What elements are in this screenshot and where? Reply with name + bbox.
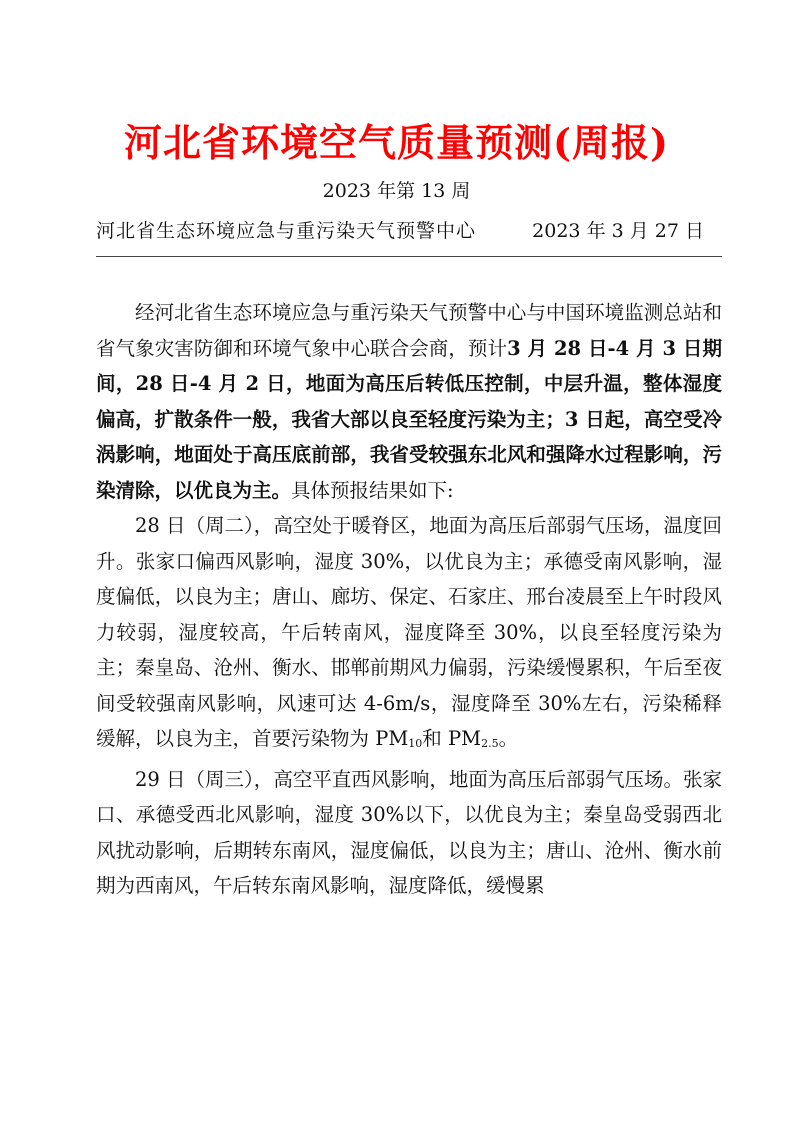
header-divider [96,256,722,257]
text-run: 。 [498,727,519,750]
text-run-bold: 3 月 28 日-4 月 3 日期间，28 日-4 月 2 日，地面为高压后转低压控制，中层升温，整体湿度偏高，扩散条件一般，我省大部以良至轻度污染为主；3 日起，高空受冷涡影响，地面处于高压底前部，我省受较强东北风和强降水过程影响，污染清除，以优良为主。 [96,336,722,502]
text-run: 28 日（周二），高空处于暖脊区，地面为高压后部弱气压场，温度回升。张家口偏西风影响，湿度 30%，以优良为主；承德受南风影响，湿度偏低，以良为主；唐山、廊坊、保定、石家庄、邢台凌晨至上午时段风力较弱，湿度较高，午后转南风，湿度降至 30%，以良至轻度污染为主；秦皇岛、沧州、衡水、邯郸前期风力偏弱，污染缓慢累积，午后至夜间受较强南风影响，风速可达 4-6m/s，湿度降至 30%左右，污染稀释缓解，以良为主，首要污染物为 PM [96,514,722,750]
text-run: 经河北省生态环境应急与重污染天气预警中心与中国环境监测总站和省气象灾害防御和环境气象中心联合会商，预计 [96,301,722,360]
text-run: 和 PM [422,727,482,750]
document-body [96,295,722,904]
paragraph-day-28 [96,508,722,762]
subscript: 2.5 [481,737,499,750]
issuing-organization: 河北省生态环境应急与重污染天气预警中心 [96,220,477,242]
issue-number: 2023 年第 13 周 [322,180,471,202]
text-run: 具体预报结果如下: [291,478,454,502]
text-run: 29 日（周三），高空平直西风影响，地面为高压后部弱气压场。张家口、承德受西北风影响，湿度 30%以下，以优良为主；秦皇岛受弱西北风扰动影响，后期转东南风，湿度偏低，以良为主；唐山、沧州、衡水前期为西南风，午后转东南风影响，湿度降低，缓慢累 [96,767,722,897]
subscript: 10 [408,737,423,750]
document-meta [96,216,704,243]
document-title: 河北省环境空气质量预测(周报) [124,120,669,165]
issue-date: 2023 年 3 月 27 日 [532,220,704,242]
paragraph-summary [96,295,722,508]
paragraph-day-29 [96,762,722,904]
